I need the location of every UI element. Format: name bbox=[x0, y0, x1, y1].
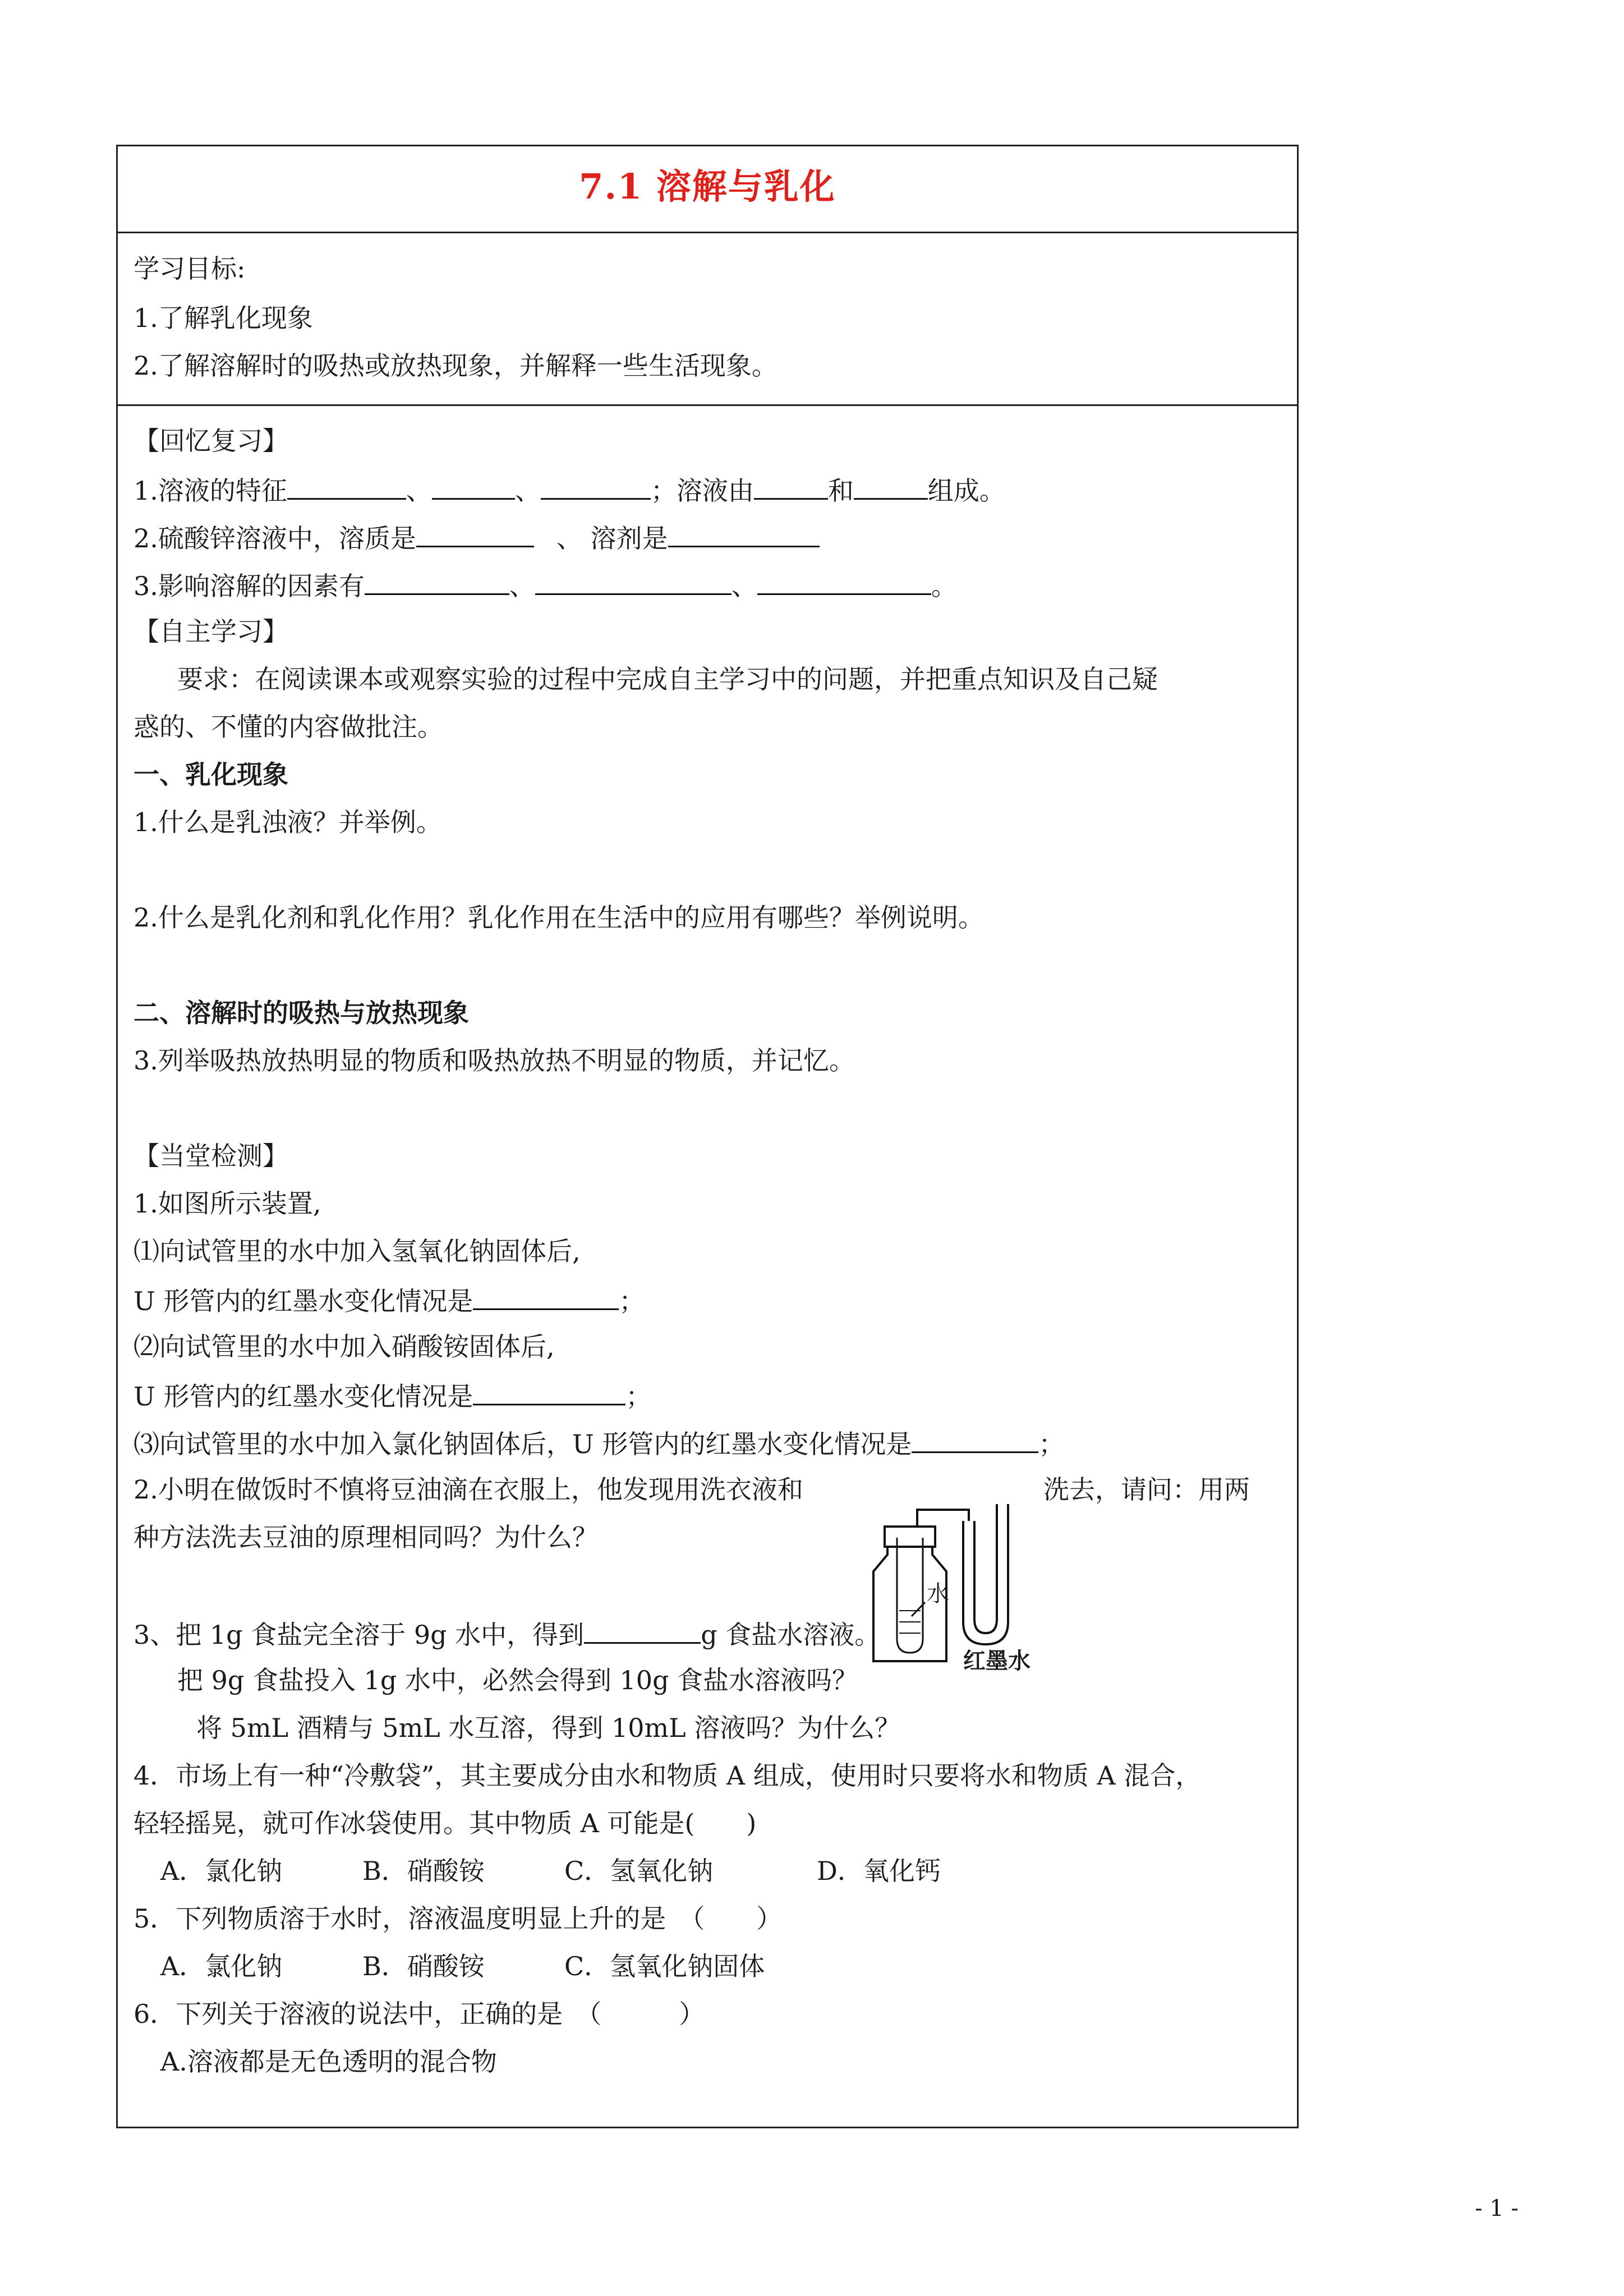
title-row bbox=[118, 146, 1297, 233]
question: 把 9g 食盐投入 1g 水中，必然会得到 10g 食盐水溶液吗？ bbox=[177, 1665, 858, 1695]
option: A．氯化钠 bbox=[160, 1856, 283, 1886]
answer-blank[interactable] bbox=[473, 1381, 625, 1405]
option: B．硝酸铵 bbox=[362, 1856, 485, 1886]
apparatus-figure bbox=[862, 1499, 1064, 1678]
question: U 形管内的红墨水变化情况是 ； bbox=[134, 1381, 652, 1412]
answer-blank[interactable] bbox=[365, 571, 509, 595]
self-study-heading: 【自主学习】 bbox=[134, 616, 288, 647]
answer-blank[interactable] bbox=[541, 476, 651, 500]
option: C．氢氧化钠固体 bbox=[564, 1951, 765, 1981]
answer-blank[interactable] bbox=[912, 1429, 1038, 1453]
goal-item: 2.了解溶解时的吸热或放热现象，并解释一些生活现象。 bbox=[134, 351, 778, 381]
answer-blank[interactable] bbox=[473, 1286, 619, 1310]
goals-heading: 学习目标: bbox=[134, 253, 246, 284]
question: 将 5mL 酒精与 5mL 水互溶，得到 10mL 溶液吗？为什么？ bbox=[196, 1713, 901, 1743]
option: C．氢氧化钠 bbox=[564, 1856, 714, 1886]
question: 1.如图所示装置, bbox=[134, 1188, 321, 1219]
question: 种方法洗去豆油的原理相同吗？为什么？ bbox=[134, 1522, 598, 1552]
question: 3.列举吸热放热明显的物质和吸热放热不明显的物质，并记忆。 bbox=[134, 1045, 855, 1076]
page-number: - 1 - bbox=[1475, 2196, 1519, 2221]
requirement-text: 惑的、不懂的内容做批注。 bbox=[134, 712, 443, 742]
answer-blank[interactable] bbox=[535, 571, 732, 595]
answer-blank[interactable] bbox=[584, 1620, 701, 1644]
question: 2.小明在做饭时不慎将豆油滴在衣服上，他发现用洗衣液和 bbox=[134, 1474, 803, 1505]
water-label: 水 bbox=[927, 1581, 949, 1607]
question: 5．下列物质溶于水时，溶液温度明显上升的是 （ ） bbox=[134, 1903, 783, 1934]
answer-blank[interactable] bbox=[668, 523, 820, 547]
answer-blank[interactable] bbox=[854, 476, 928, 500]
question: ⑴向试管里的水中加入氢氧化钠固体后, bbox=[134, 1236, 581, 1266]
check-heading: 【当堂检测】 bbox=[134, 1141, 288, 1171]
question: 1.什么是乳浊液？并举例。 bbox=[134, 807, 442, 837]
question: 3、把 1g 食盐完全溶于 9g 水中，得到 g 食盐水溶液。 bbox=[134, 1620, 881, 1650]
option: A.溶液都是无色透明的混合物 bbox=[160, 2046, 497, 2077]
goals-row bbox=[118, 233, 1297, 406]
goal-item: 1.了解乳化现象 bbox=[134, 303, 313, 333]
answer-blank[interactable] bbox=[757, 571, 931, 595]
question: 4．市场上有一种“冷敷袋”，其主要成分由水和物质 A 组成，使用时只要将水和物质 A 混合， bbox=[134, 1760, 1202, 1791]
red-ink-label: 红墨水 bbox=[963, 1648, 1030, 1674]
question: 2.什么是乳化剂和乳化作用？乳化作用在生活中的应用有哪些？举例说明。 bbox=[134, 902, 984, 933]
review-q3: 3.影响溶解的因素有 、 、 。 bbox=[134, 571, 957, 601]
answer-blank[interactable] bbox=[416, 523, 534, 547]
worksheet-table bbox=[116, 145, 1299, 2128]
question: ⑶向试管里的水中加入氯化钠固体后，U 形管内的红墨水变化情况是 ； bbox=[134, 1429, 1065, 1459]
answer-blank[interactable] bbox=[754, 476, 828, 500]
requirement-text: 要求：在阅读课本或观察实验的过程中完成自主学习中的问题，并把重点知识及自己疑 bbox=[177, 664, 1158, 694]
option: D．氧化钙 bbox=[817, 1856, 941, 1886]
review-heading: 【回忆复习】 bbox=[134, 426, 288, 456]
section-heading: 二、溶解时的吸热与放热现象 bbox=[134, 998, 469, 1028]
question: 洗去，请问：用两 bbox=[1043, 1474, 1250, 1505]
option: B．硝酸铵 bbox=[362, 1951, 485, 1981]
page-title: 7.1 溶解与乳化 bbox=[579, 166, 836, 207]
answer-blank[interactable] bbox=[432, 476, 515, 500]
answer-blank[interactable] bbox=[287, 476, 406, 500]
review-q2: 2.硫酸锌溶液中，溶质是 、 溶剂是 bbox=[134, 523, 820, 551]
review-q1: 1.溶液的特征 、 、 ；溶液由 和 组成。 bbox=[134, 476, 1005, 506]
option: A．氯化钠 bbox=[160, 1951, 283, 1981]
question: 轻轻摇晃，就可作冰袋使用。其中物质 A 可能是( ) bbox=[134, 1808, 757, 1838]
section-heading: 一、乳化现象 bbox=[134, 759, 288, 790]
question: 6．下列关于溶液的说法中，正确的是 （ ） bbox=[134, 1999, 705, 2029]
question: ⑵向试管里的水中加入硝酸铵固体后, bbox=[134, 1331, 555, 1362]
question: U 形管内的红墨水变化情况是 ； bbox=[134, 1286, 645, 1316]
